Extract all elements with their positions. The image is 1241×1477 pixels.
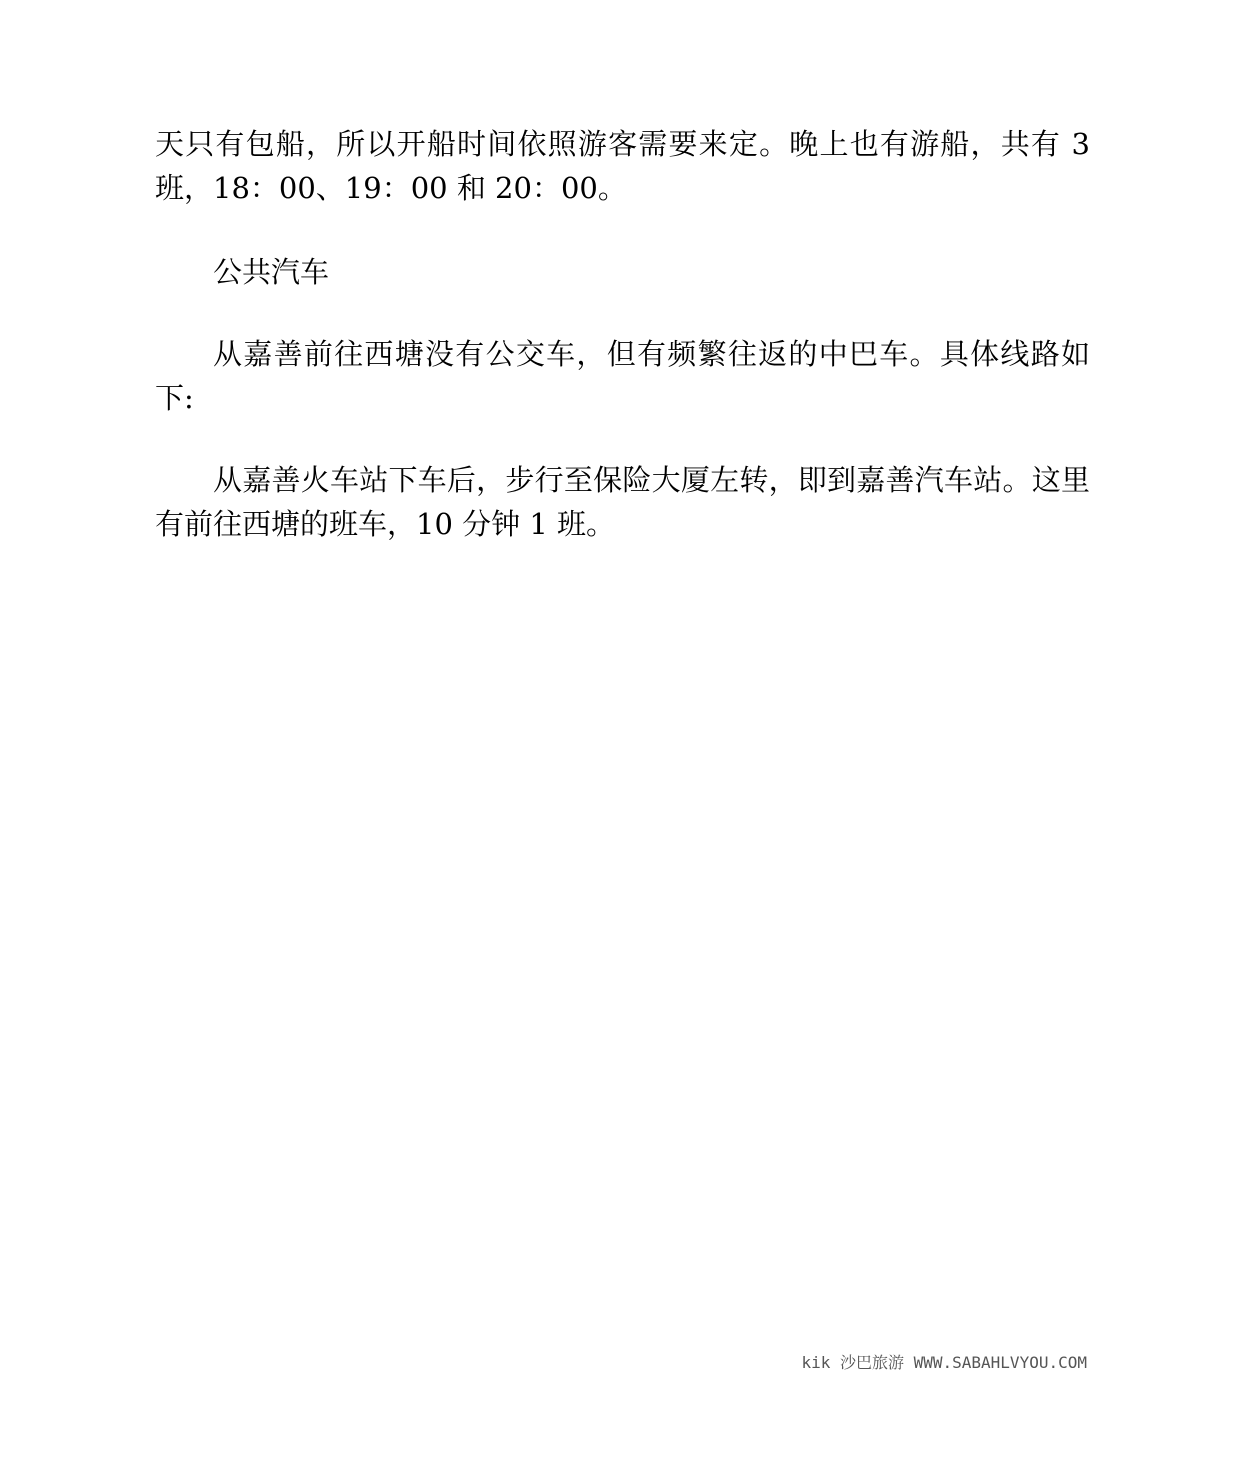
document-body xyxy=(155,122,1090,546)
section-heading-bus: 公共汽车 xyxy=(213,255,330,289)
paragraph-boat-schedule: 天只有包船，所以开船时间依照游客需要来定。晚上也有游船，共有 3 班，18：00、19：00 和 20：00。 xyxy=(155,127,1090,205)
page-footer: kik 沙巴旅游 WWW.SABAHLVYOU.COM xyxy=(801,1353,1087,1372)
paragraph-bus-intro: 从嘉善前往西塘没有公交车，但有频繁往返的中巴车。具体线路如下: xyxy=(155,337,1090,415)
paragraph-bus-route: 从嘉善火车站下车后，步行至保险大厦左转，即到嘉善汽车站。这里有前往西塘的班车，10 分钟 1 班。 xyxy=(155,463,1090,541)
